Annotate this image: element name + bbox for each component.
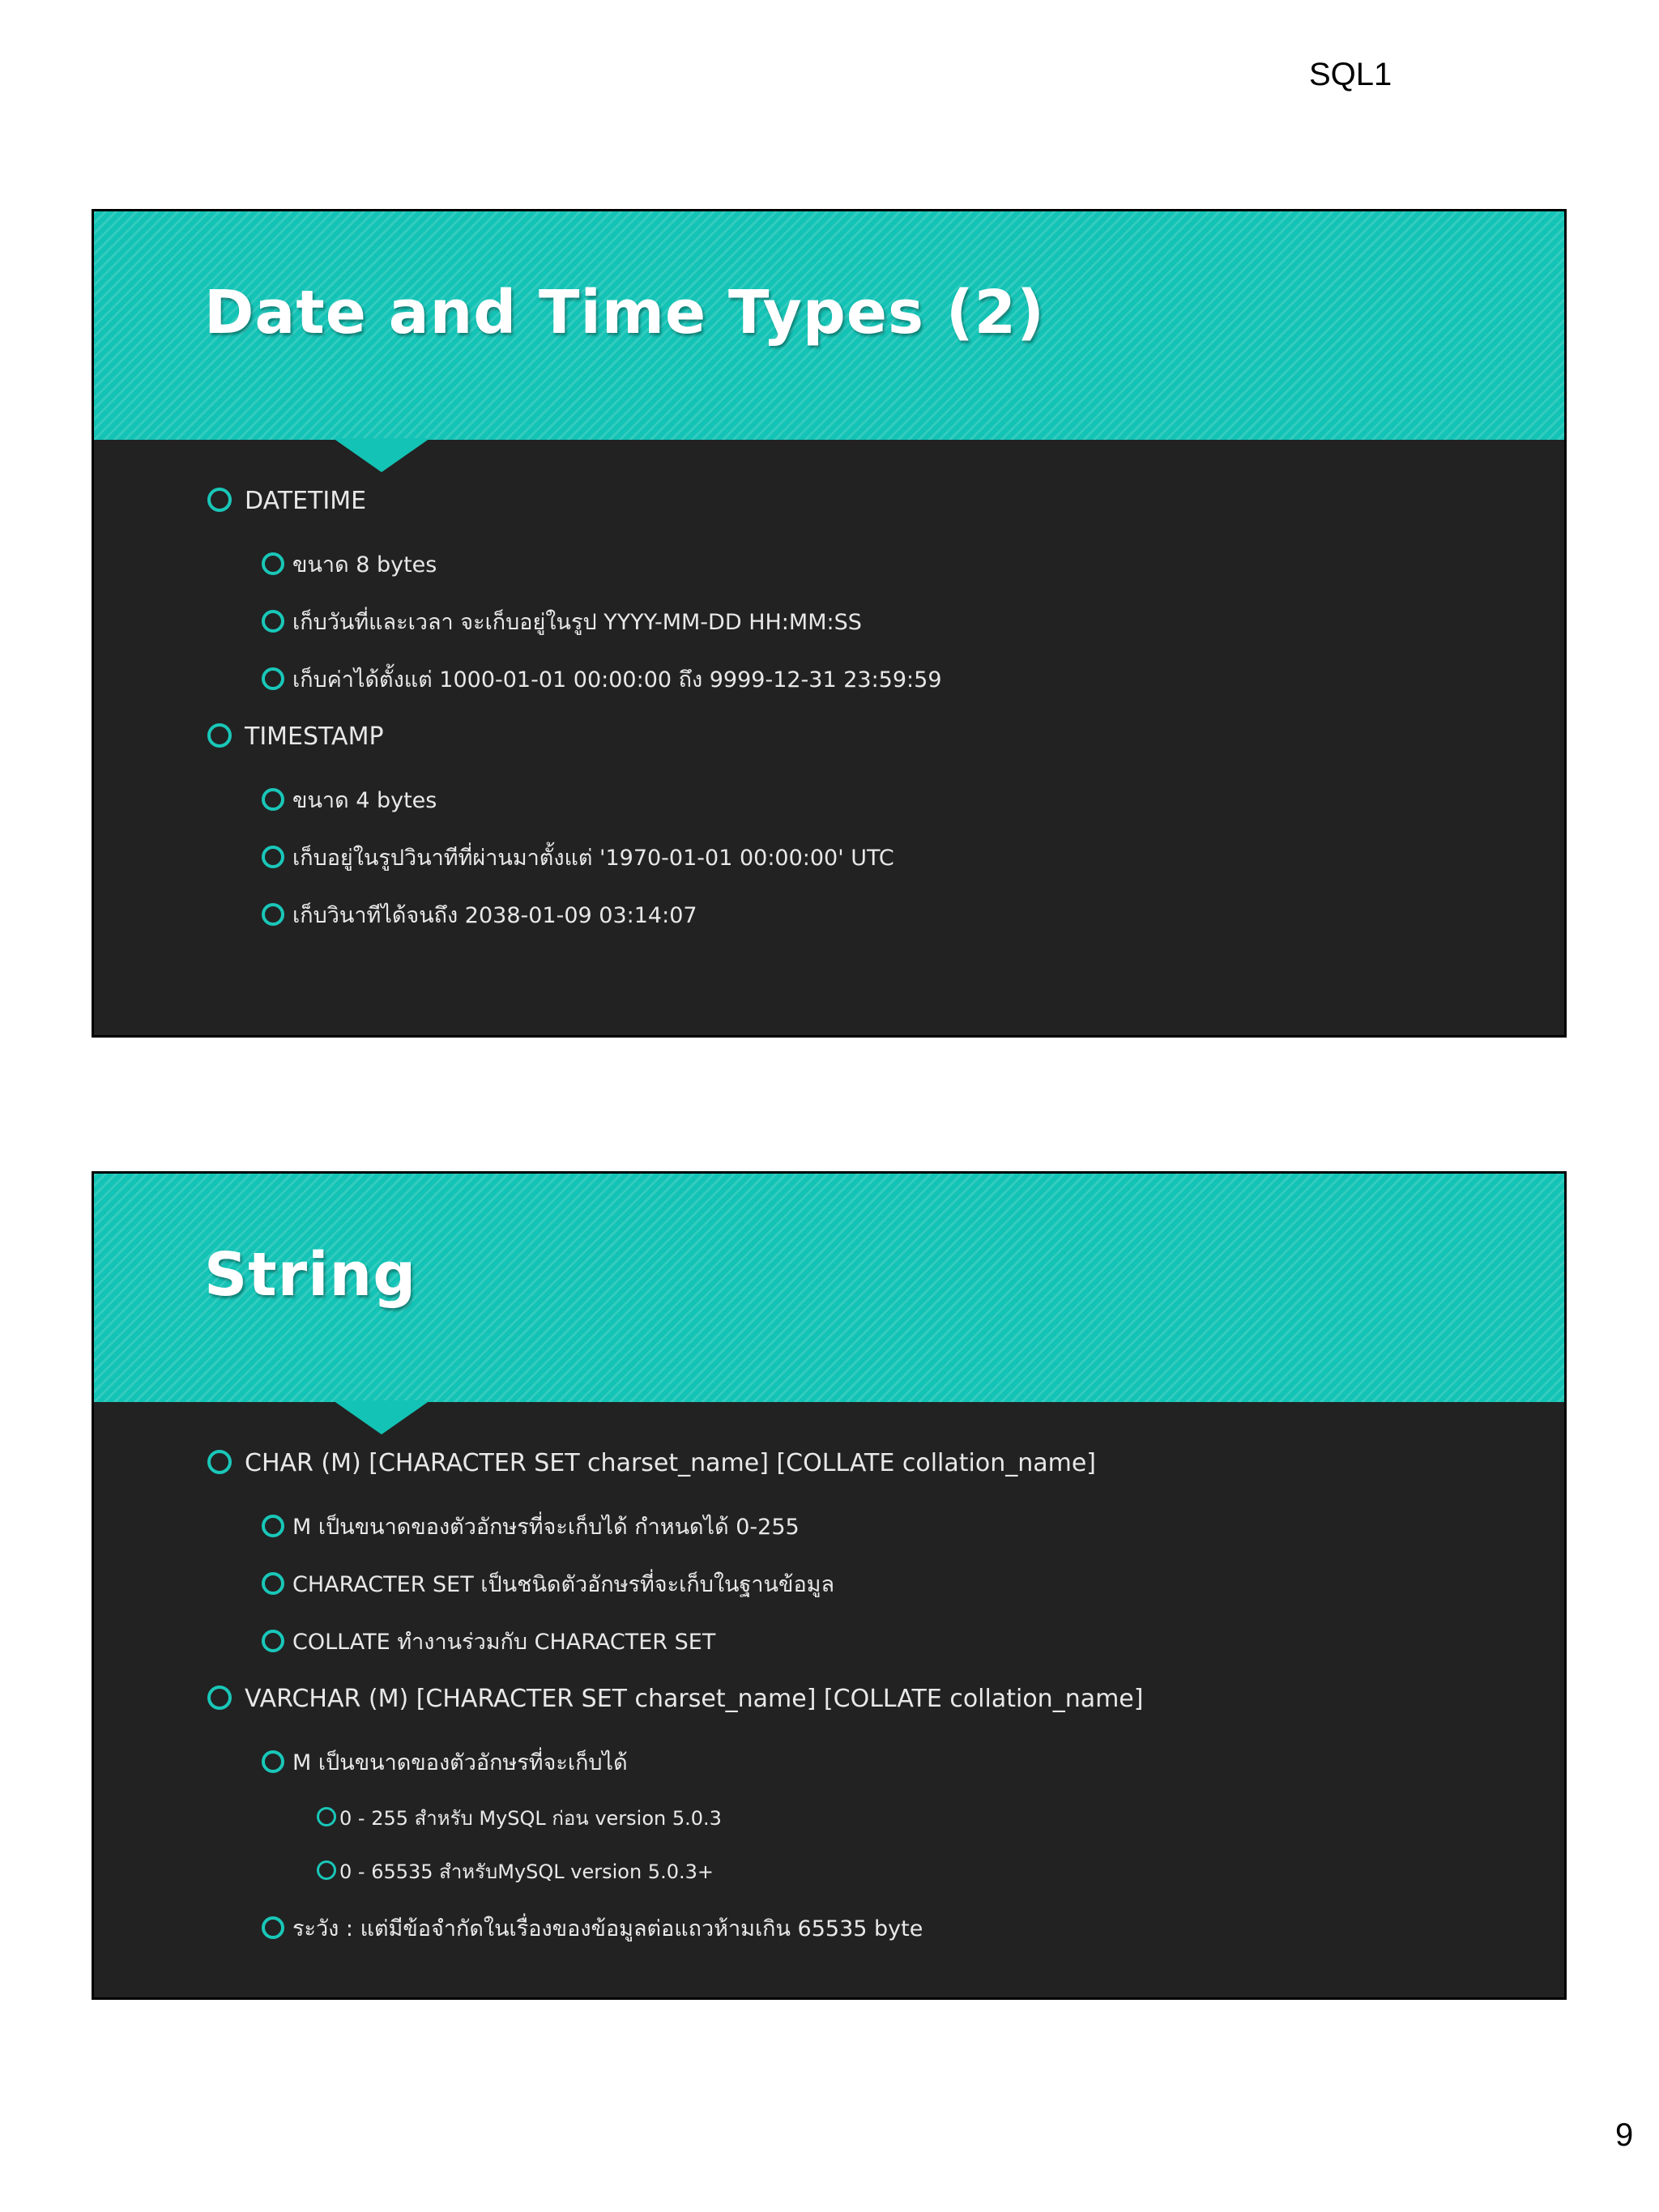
slide-title: Date and Time Types (2) bbox=[204, 278, 1045, 347]
bullet-item: VARCHAR (M) [CHARACTER SET charset_name] [COLLATE collation_name] bbox=[207, 1685, 1143, 1713]
hollow-circle-icon bbox=[262, 1916, 284, 1939]
hollow-circle-icon bbox=[262, 1630, 284, 1652]
bullet-item: ขนาด 8 bytes bbox=[262, 547, 437, 582]
banner-notch bbox=[333, 1400, 430, 1434]
hollow-circle-icon bbox=[262, 552, 284, 575]
bullet-item: 0 - 65535 สำหรับMySQL version 5.0.3+ bbox=[317, 1856, 714, 1887]
bullet-item: CHARACTER SET เป็นชนิดตัวอักษรที่จะเก็บในฐานข้อมูล bbox=[262, 1566, 834, 1601]
banner-notch bbox=[333, 438, 430, 472]
hollow-circle-icon bbox=[317, 1807, 336, 1826]
slide-string bbox=[92, 1171, 1567, 2000]
bullet-item: ระวัง : แต่มีข้อจำกัดในเรื่องของข้อมูลต่อแถวห้ามเกิน 65535 byte bbox=[262, 1911, 923, 1946]
bullet-item: เก็บวันที่และเวลา จะเก็บอยู่ในรูป YYYY-MM-DD HH:MM:SS bbox=[262, 604, 862, 639]
hollow-circle-icon bbox=[262, 610, 284, 633]
bullet-item: 0 - 255 สำหรับ MySQL ก่อน version 5.0.3 bbox=[317, 1802, 722, 1834]
bullet-item: CHAR (M) [CHARACTER SET charset_name] [COLLATE collation_name] bbox=[207, 1449, 1096, 1477]
hollow-circle-icon bbox=[262, 1515, 284, 1537]
bullet-item: เก็บอยู่ในรูปวินาทีที่ผ่านมาตั้งแต่ '1970-01-01 00:00:00' UTC bbox=[262, 840, 894, 875]
hollow-circle-icon bbox=[262, 667, 284, 690]
bullet-item: DATETIME bbox=[207, 487, 366, 515]
slide-date-time-types bbox=[92, 209, 1567, 1038]
bullet-item: เก็บวินาทีได้จนถึง 2038-01-09 03:14:07 bbox=[262, 897, 697, 932]
hollow-circle-icon bbox=[207, 723, 232, 748]
hollow-circle-icon bbox=[262, 1572, 284, 1595]
bullet-item: ขนาด 4 bytes bbox=[262, 782, 437, 817]
hollow-circle-icon bbox=[262, 903, 284, 926]
hollow-circle-icon bbox=[207, 488, 232, 512]
slide-title: String bbox=[204, 1240, 417, 1310]
hollow-circle-icon bbox=[207, 1450, 232, 1474]
hollow-circle-icon bbox=[207, 1686, 232, 1710]
bullet-item: เก็บค่าได้ตั้งแต่ 1000-01-01 00:00:00 ถึง 9999-12-31 23:59:59 bbox=[262, 662, 942, 697]
hollow-circle-icon bbox=[262, 846, 284, 868]
bullet-item: M เป็นขนาดของตัวอักษรที่จะเก็บได้ กำหนดได้ 0-255 bbox=[262, 1509, 800, 1544]
page-number: 9 bbox=[1615, 2117, 1634, 2153]
hollow-circle-icon bbox=[317, 1860, 336, 1880]
page-header: SQL1 bbox=[1309, 57, 1392, 92]
bullet-item: COLLATE ทำงานร่วมกับ CHARACTER SET bbox=[262, 1624, 715, 1659]
hollow-circle-icon bbox=[262, 1750, 284, 1773]
bullet-item: M เป็นขนาดของตัวอักษรที่จะเก็บได้ bbox=[262, 1745, 628, 1779]
bullet-item: TIMESTAMP bbox=[207, 722, 384, 751]
hollow-circle-icon bbox=[262, 788, 284, 811]
